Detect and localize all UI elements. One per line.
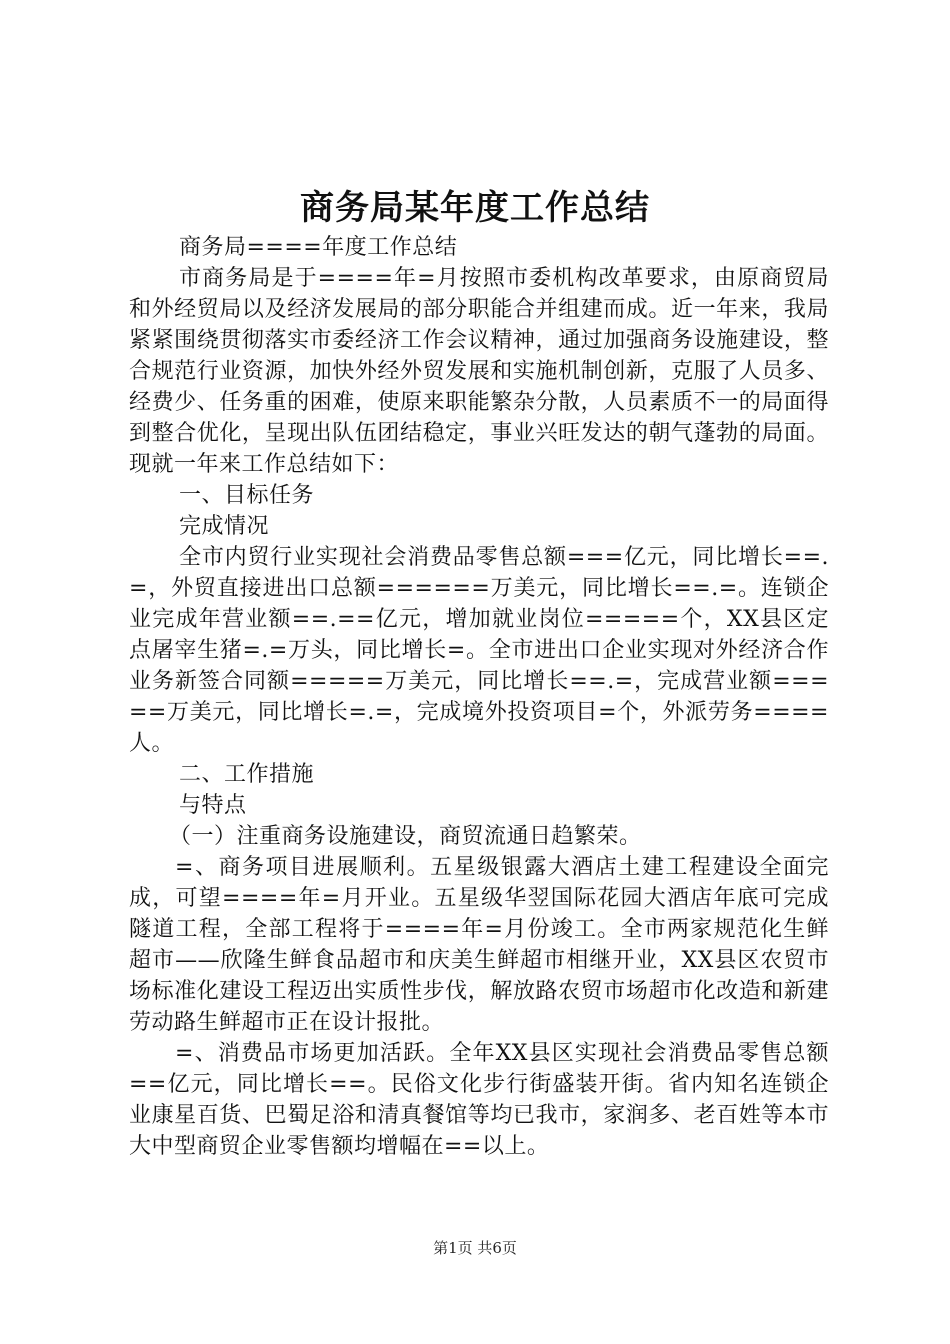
page-number: 第1页 共6页	[433, 1239, 517, 1257]
document-title: 商务局某年度工作总结	[300, 188, 650, 228]
section-heading-goals: 一、目标任务	[179, 483, 315, 508]
paragraph-completion-stats: 全市内贸行业实现社会消费品零售总额===亿元，同比增长==.=，外贸直接进出口总额======万美元，同比增长==.=。连锁企业完成年营业额==.==亿元，增加就业岗位=====个，XX县区定点屠宰生猪=.=万头，同比增长=。全市进出口企业实现对外经济合作业务新签合同额=====万美元，同比增长==.=，完成营业额=====万美元，同比增长=.=，完成境外投资项目=个，外派劳务====人。	[129, 545, 829, 756]
section-heading-measures: 二、工作措施	[179, 762, 315, 787]
section-heading-features: 与特点	[179, 793, 247, 818]
document-body	[129, 232, 829, 1162]
paragraph-projects: =、商务项目进展顺利。五星级银露大酒店土建工程建设全面完成，可望====年=月开业。五星级华翌国际花园大酒店年底可完成隧道工程，全部工程将于====年=月份竣工。全市两家规范化生鲜超市——欣隆生鲜食品超市和庆美生鲜超市相继开业，XX县区农贸市场标准化建设工程迈出实质性步伐，解放路农贸市场超市化改造和新建劳动路生鲜超市正在设计报批。	[129, 855, 829, 1035]
subsection-heading-facilities: （一）注重商务设施建设，商贸流通日趋繁荣。	[169, 824, 642, 849]
paragraph-intro: 市商务局是于====年=月按照市委机构改革要求，由原商贸局和外经贸局以及经济发展局的部分职能合并组建而成。近一年来，我局紧紧围绕贯彻落实市委经济工作会议精神，通过加强商务设施建设，整合规范行业资源，加快外经外贸发展和实施机制创新，克服了人员多、经费少、任务重的困难，使原来职能繁杂分散，人员素质不一的局面得到整合优化，呈现出队伍团结稳定，事业兴旺发达的朝气蓬勃的局面。现就一年来工作总结如下：	[129, 266, 829, 477]
paragraph-subtitle: 商务局====年度工作总结	[179, 235, 458, 260]
paragraph-consumer-market: =、消费品市场更加活跃。全年XX县区实现社会消费品零售总额==亿元，同比增长==。民俗文化步行街盛装开街。省内知名连锁企业康星百货、巴蜀足浴和清真餐馆等均已我市，家润多、老百姓等本市大中型商贸企业零售额均增幅在==以上。	[129, 1041, 829, 1159]
section-heading-completion: 完成情况	[179, 514, 270, 539]
